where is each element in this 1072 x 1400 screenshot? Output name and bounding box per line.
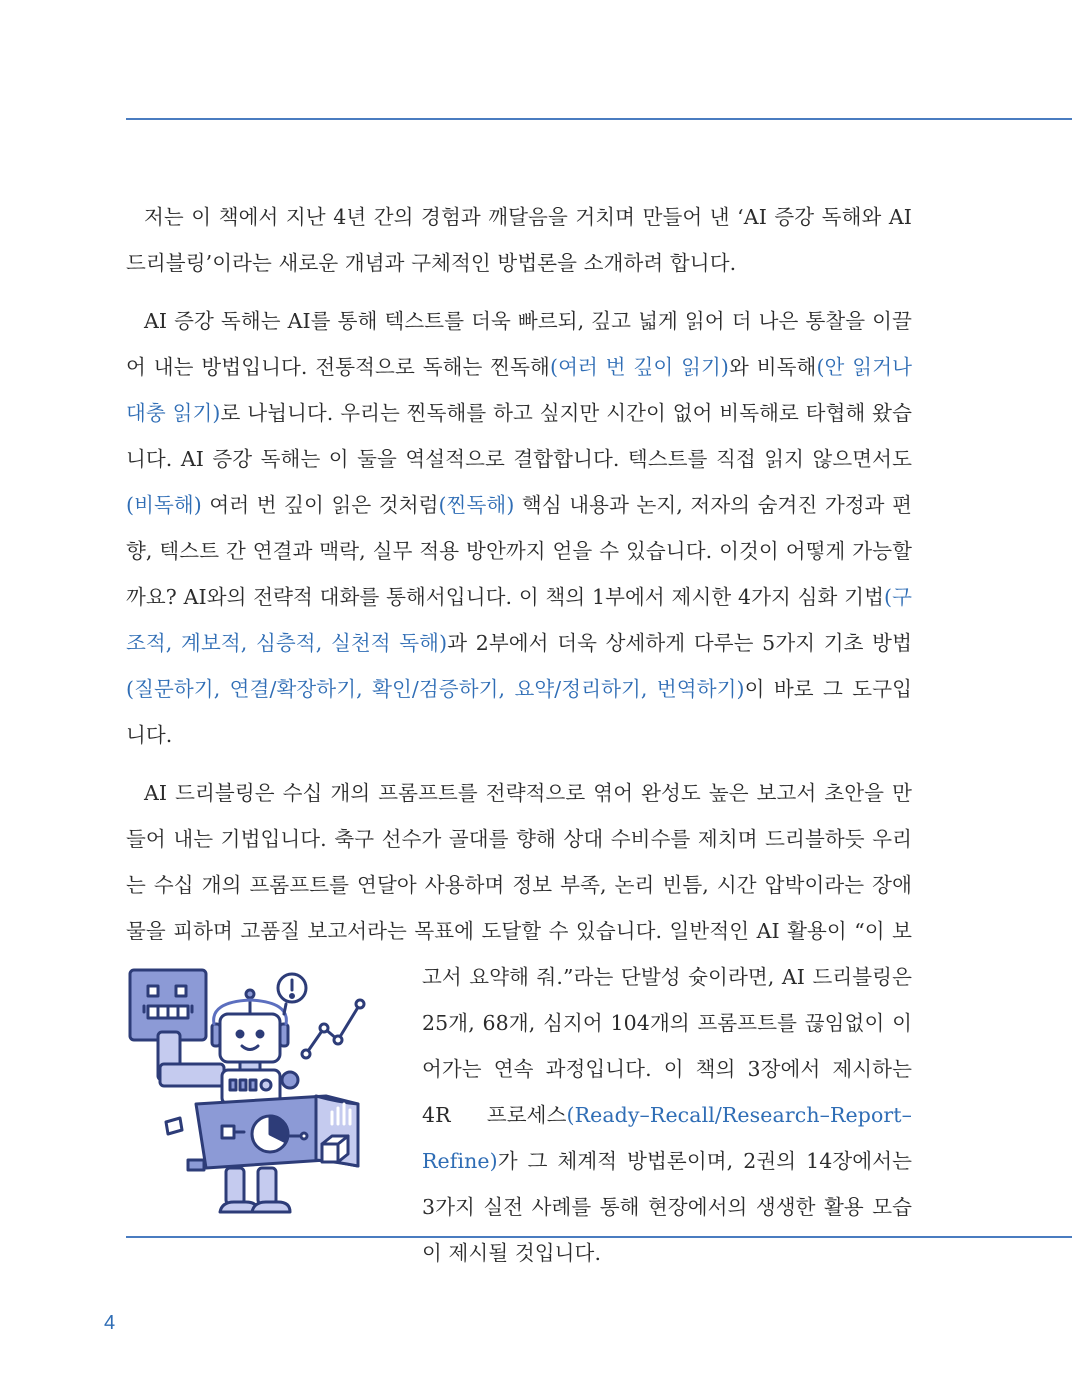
face-board-icon: [130, 970, 206, 1040]
text-segment: AI 드리블링은 수십 개의 프롬프트를 전략적으로 엮어 완성도 높은 보고서 초안을 만들어 내는 기법입니다. 축구 선수가 골대를 향해 상대 수비수를 제치며 드리블하듯 우리는 수십 개의 프롬프트를 연달아 사용하며 정보 부족, 논리 빈틈, 시간 압박이라는 장애물을 피하며 고품질 보고서라는 목표에 도달할 수 있습니다. 일반적인 AI 활용이 “이 보고서 요약해 줘.”라는 단발성 슛이라면, AI 드리블링은 25개, 68개, 심지어 104개의 프롬프트를 끊임없이 이어가는 연속 과정입니다. 이 책의 3장에서 제시하는 4R 프로세스: [126, 781, 912, 1127]
highlighted-text: (찐독해): [438, 493, 515, 517]
highlighted-text: (여러 번 깊이 읽기): [549, 355, 729, 379]
highlighted-text: (Ready–Recall/Research–Report–Refine): [422, 1103, 912, 1173]
paragraph-1: [126, 194, 912, 286]
text-segment: 가 그 체계적 방법론이며, 2권의 14장에서는 3가지 실전 사례를 통해 현장에서의 생생한 활용 모습이 제시될 것입니다.: [422, 1149, 912, 1265]
text-segment: 로 나뉩니다. 우리는 찐독해를 하고 싶지만 시간이 없어 비독해로 타협해 왔습니다. AI 증강 독해는 이 둘을 역설적으로 결합합니다. 텍스트를 직접 읽지 않으면서도: [126, 401, 912, 471]
paragraph-3: [126, 770, 912, 1276]
highlighted-text: (비독해): [126, 493, 202, 517]
paragraph-2: [126, 298, 912, 758]
text-segment: 이 바로 그 도구입니다.: [126, 677, 913, 747]
top-rule: [126, 118, 1072, 120]
text-segment: 저는 이 책에서 지난 4년 간의 경험과 깨달음을 거치며 만들어 낸 ‘AI 증강 독해와 AI 드리블링’이라는 새로운 개념과 구체적인 방법론을 소개하려 합니다.: [126, 205, 912, 275]
text-segment: 와 비독해: [729, 355, 817, 379]
text-segment: 핵심 내용과 논지, 저자의 숨겨진 가정과 편향, 텍스트 간 연결과 맥락, 실무 적용 방안까지 얻을 수 있습니다. 이것이 어떻게 가능할까요? AI와의 전략적 대화를 통해서입니다. 이 책의 1부에서 제시한 4가지 심화 기법: [126, 493, 912, 609]
body-text: [126, 194, 912, 1288]
text-segment: 과 2부에서 더욱 상세하게 다루는 5가지 기초 방법: [447, 631, 912, 655]
line-chart-icon: [302, 1000, 364, 1058]
robot-illustration: [126, 954, 412, 1284]
highlighted-text: (질문하기, 연결/확장하기, 확인/검증하기, 요약/정리하기, 번역하기): [126, 677, 745, 701]
bottom-rule: [126, 1236, 1072, 1238]
page-number: 4: [104, 1312, 116, 1334]
text-segment: AI 증강 독해는 AI를 통해 텍스트를 더욱 빠르되, 깊고 넓게 읽어 더 나은 통찰을 이끌어 내는 방법입니다. 전통적으로 독해는 찐독해: [126, 309, 912, 379]
text-segment: 여러 번 깊이 읽은 것처럼: [201, 493, 439, 517]
cube-icon: [322, 1136, 348, 1162]
highlighted-text: (구조적, 계보적, 심층적, 실천적 독해): [126, 585, 912, 655]
highlighted-text: (안 읽거나 대충 읽기): [126, 355, 912, 425]
